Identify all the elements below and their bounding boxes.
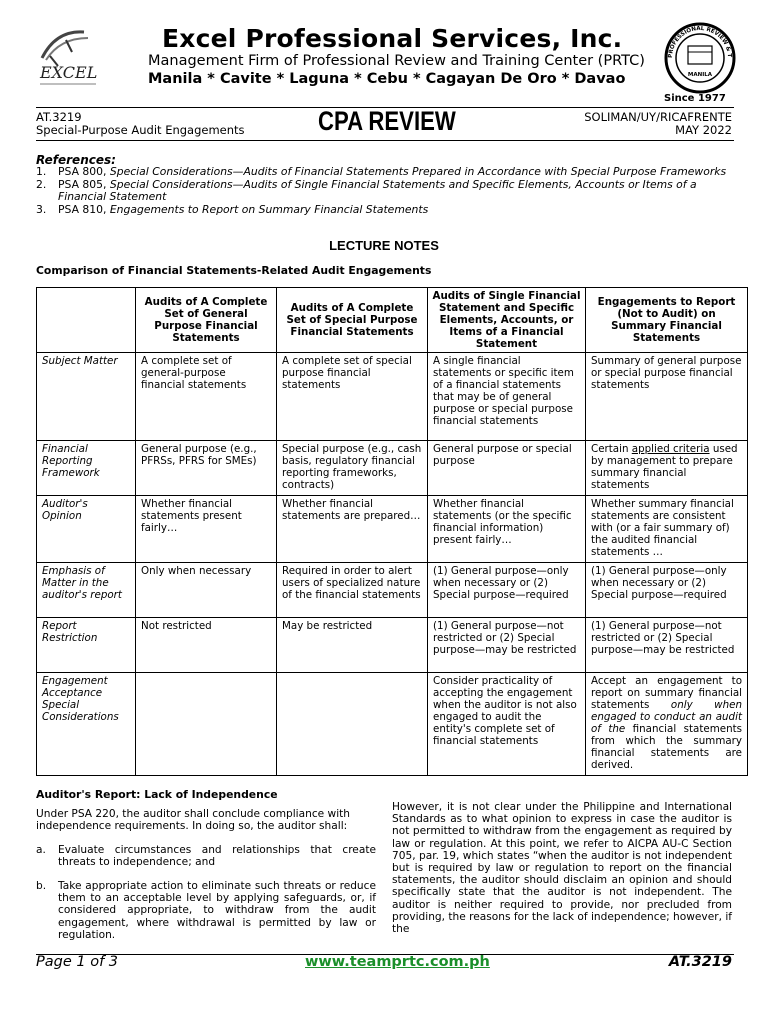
row-label: Subject Matter xyxy=(37,353,136,441)
prtc-seal xyxy=(650,22,746,98)
section-heading: Auditor's Report: Lack of Independence xyxy=(36,788,278,801)
references-heading: References: xyxy=(36,153,116,167)
table-header-row xyxy=(37,288,748,353)
company-subtitle: Management Firm of Professional Review and Training Center (PRTC) xyxy=(148,53,645,69)
comparison-title: Comparison of Financial Statements-Related Audit Engagements xyxy=(36,264,432,277)
table-row xyxy=(37,496,748,563)
branch-cities: Manila * Cavite * Laguna * Cebu * Cagayan De Oro * Davao xyxy=(148,71,626,87)
list-item: 1. PSA 800, Special Considerations—Audits of Financial Statements Prepared in Accordance with Special Purpose Frameworks xyxy=(36,165,727,178)
table-cell: Consider practicality of accepting the engagement when the auditor is not also engaged to audit the entity's complete set of financial statements xyxy=(428,673,586,776)
company-name: Excel Professional Services, Inc. xyxy=(162,24,623,53)
table-cell: Not restricted xyxy=(136,618,277,673)
row-label: Auditor's Opinion xyxy=(37,496,136,563)
row-label: Report Restriction xyxy=(37,618,136,673)
footer-code: AT.3219 xyxy=(668,954,732,970)
table-cell: Summary of general purpose or special purpose financial statements xyxy=(586,353,748,441)
table-row xyxy=(37,563,748,618)
table-cell: Whether financial statements are prepared… xyxy=(277,496,428,563)
table-header: Engagements to Report (Not to Audit) on Summary Financial Statements xyxy=(586,288,748,353)
header-divider-bottom xyxy=(36,140,734,141)
table-cell: (1) General purpose—not restricted or (2) Special purpose—may be restricted xyxy=(428,618,586,673)
course-code: AT.3219 xyxy=(36,110,82,124)
table-cell: (1) General purpose—only when necessary or (2) Special purpose—required xyxy=(586,563,748,618)
since-year: Since 1977 xyxy=(664,93,726,104)
svg-text:PROFESSIONAL REVIEW & TRAINING: PROFESSIONAL REVIEW & T xyxy=(667,25,733,59)
date: MAY 2022 xyxy=(675,123,732,137)
table-cell: Only when necessary xyxy=(136,563,277,618)
right-column-paragraph: However, it is not clear under the Philippine and International Standards as to what opinion to express in case the auditor is not permitted to withdraw from the engagement as required by law or regulation. At this point, we refer to AICPA AU-C Section 705, par. 19, which states “when the auditor is not independent but is required by law or regulation to report on the financial statements, the auditor should disclaim an opinion and should specifically state that the auditor is not independent. The auditor is neither required to provide, nor precluded from providing, the reasons for the lack of independence; however, if the xyxy=(392,801,732,936)
website-link[interactable]: www.teamprtc.com.ph xyxy=(305,954,490,970)
table-row xyxy=(37,673,748,776)
table-cell: Special purpose (e.g., cash basis, regulatory financial reporting frameworks, contracts) xyxy=(277,441,428,496)
table-cell: Whether financial statements present fairly… xyxy=(136,496,277,563)
table-cell: Certain applied criteria used by management to prepare summary financial statements xyxy=(586,441,748,496)
list-item: b. Take appropriate action to eliminate such threats or reduce them to an acceptable level by applying safeguards, or, if considered appropriate, to withdraw from the audit engagement, where withdrawal is permitted by law or regulation. xyxy=(36,879,376,942)
table-cell: A complete set of special purpose financial statements xyxy=(277,353,428,441)
table-header xyxy=(37,288,136,353)
course-title: Special-Purpose Audit Engagements xyxy=(36,123,245,137)
table-header: Audits of A Complete Set of Special Purpose Financial Statements xyxy=(277,288,428,353)
table-cell xyxy=(136,673,277,776)
row-label: Emphasis of Matter in the auditor's report xyxy=(37,563,136,618)
intro-paragraph: Under PSA 220, the auditor shall conclude compliance with independence requirements. In doing so, the auditor shall: xyxy=(36,808,351,833)
page-number: Page 1 of 3 xyxy=(36,954,119,970)
table-cell: Whether financial statements (or the specific financial information) present fairly… xyxy=(428,496,586,563)
table-cell: (1) General purpose—not restricted or (2) Special purpose—may be restricted xyxy=(586,618,748,673)
authors: SOLIMAN/UY/RICAFRENTE xyxy=(584,110,732,124)
row-label: Financial Reporting Framework xyxy=(37,441,136,496)
list-item: 2. PSA 805, Special Considerations—Audits of Single Financial Statements and Specific Elements, Accounts or Items of a Financial Statement xyxy=(36,177,697,203)
references-list xyxy=(36,166,736,216)
table-row xyxy=(37,441,748,496)
table-cell: May be restricted xyxy=(277,618,428,673)
table-cell: A single financial statements or specific item of a financial statements that may be of general purpose or special purpose financial statements xyxy=(428,353,586,441)
table-header: Audits of A Complete Set of General Purpose Financial Statements xyxy=(136,288,277,353)
table-cell: General purpose (e.g., PFRSs, PFRS for SMEs) xyxy=(136,441,277,496)
table-cell: (1) General purpose—only when necessary or (2) Special purpose—required xyxy=(428,563,586,618)
table-row xyxy=(37,353,748,441)
list-item: 3. PSA 810, Engagements to Report on Summary Financial Statements xyxy=(36,202,429,216)
row-label: Engagement Acceptance Special Considerations xyxy=(37,673,136,776)
lecture-notes-heading: LECTURE NOTES xyxy=(329,238,439,253)
table-header: Audits of Single Financial Statement and Specific Elements, Accounts, or Items of a Financial Statement xyxy=(428,288,586,353)
table-row xyxy=(37,618,748,673)
table-cell xyxy=(277,673,428,776)
table-cell: General purpose or special purpose xyxy=(428,441,586,496)
list-item: a. Evaluate circumstances and relationships that create threats to independence; and xyxy=(36,843,376,869)
table-cell: A complete set of general-purpose financial statements xyxy=(136,353,277,441)
excel-logo xyxy=(36,26,104,96)
table-cell: Required in order to alert users of specialized nature of the financial statements xyxy=(277,563,428,618)
svg-text:EXCEL: EXCEL xyxy=(40,63,98,82)
comparison-table xyxy=(36,287,748,776)
table-cell: Whether summary financial statements are consistent with (or a fair summary of) the audited financial statements … xyxy=(586,496,748,563)
cpa-review-banner: CPA REVIEW xyxy=(318,106,456,136)
table-cell: Accept an engagement to report on summary financial statements only when engaged to conduct an audit of the financial statements from which the summary financial statements are derived. xyxy=(586,673,748,776)
svg-text:MANILA: MANILA xyxy=(687,72,713,78)
left-column xyxy=(36,808,376,953)
